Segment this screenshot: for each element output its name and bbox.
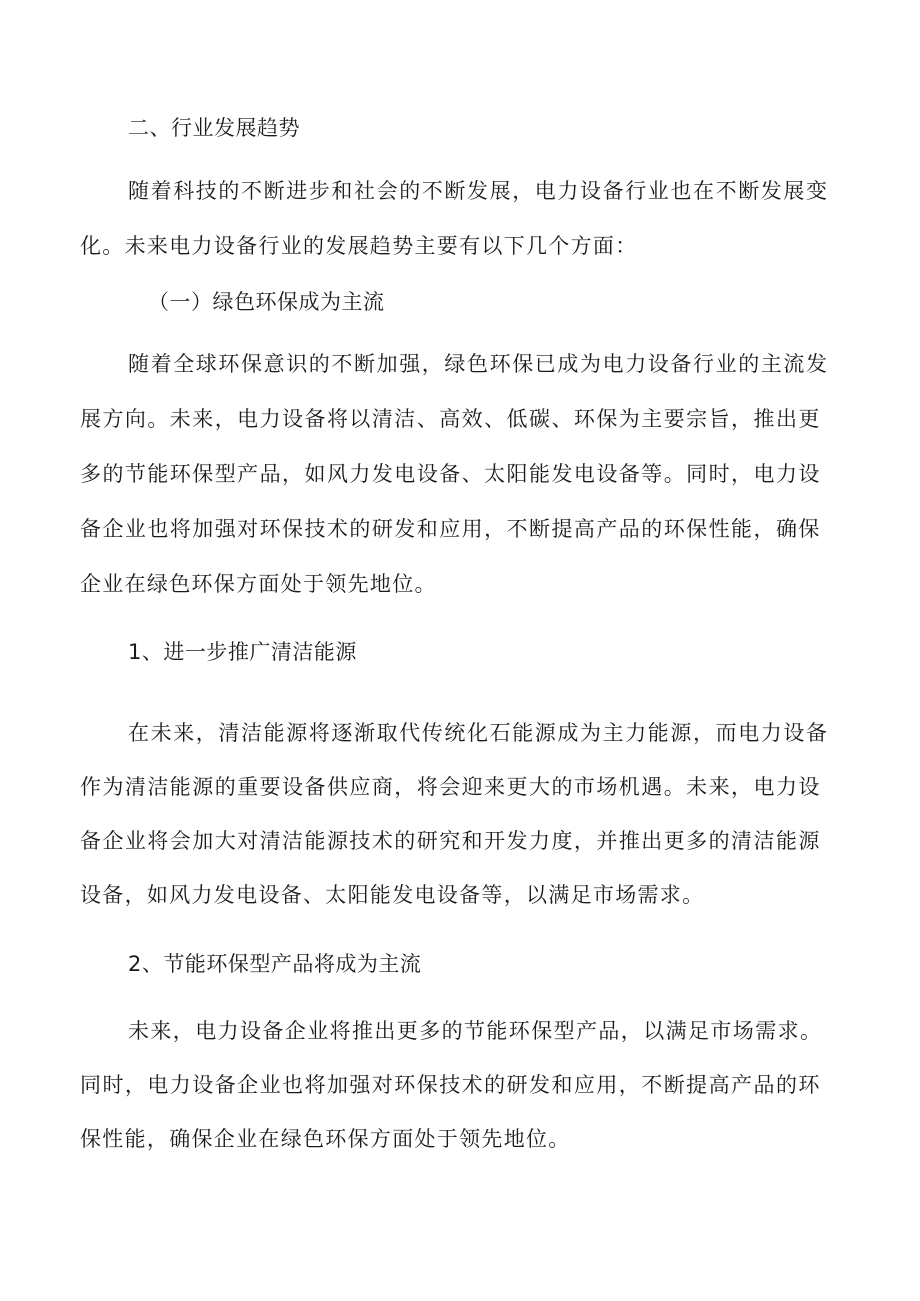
item2-heading: 2、节能环保型产品将成为主流	[128, 952, 422, 976]
paragraph-line: 设备，如风力发电设备、太阳能发电设备等，以满足市场需求。	[80, 883, 705, 907]
item1-heading: 1、进一步推广清洁能源	[128, 640, 357, 664]
paragraph-line: 备企业也将加强对环保技术的研发和应用，不断提高产品的环保性能，确保	[80, 517, 821, 541]
subsection-heading: （一）绿色环保成为主流	[148, 290, 385, 314]
paragraph-line: 同时，电力设备企业也将加强对环保技术的研发和应用，不断提高产品的环	[80, 1073, 821, 1097]
paragraph-line: 化。未来电力设备行业的发展趋势主要有以下几个方面：	[80, 234, 638, 258]
paragraph-line: 展方向。未来，电力设备将以清洁、高效、低碳、环保为主要宗旨，推出更	[80, 407, 821, 431]
paragraph-line: 随着全球环保意识的不断加强，绿色环保已成为电力设备行业的主流发	[128, 352, 829, 376]
paragraph-line: 在未来，清洁能源将逐渐取代传统化石能源成为主力能源，而电力设备	[128, 721, 829, 745]
paragraph-line: 未来，电力设备企业将推出更多的节能环保型产品，以满足市场需求。	[128, 1019, 823, 1043]
paragraph-line: 保性能，确保企业在绿色环保方面处于领先地位。	[80, 1127, 571, 1151]
paragraph-line: 随着科技的不断进步和社会的不断发展，电力设备行业也在不断发展变	[128, 179, 829, 203]
paragraph-line: 作为清洁能源的重要设备供应商，将会迎来更大的市场机遇。未来，电力设	[80, 775, 821, 799]
section-heading: 二、行业发展趋势	[128, 116, 300, 140]
paragraph-line: 多的节能环保型产品，如风力发电设备、太阳能发电设备等。同时，电力设	[80, 462, 821, 486]
paragraph-line: 备企业将会加大对清洁能源技术的研究和开发力度，并推出更多的清洁能源	[80, 829, 821, 853]
paragraph-line: 企业在绿色环保方面处于领先地位。	[80, 572, 437, 596]
